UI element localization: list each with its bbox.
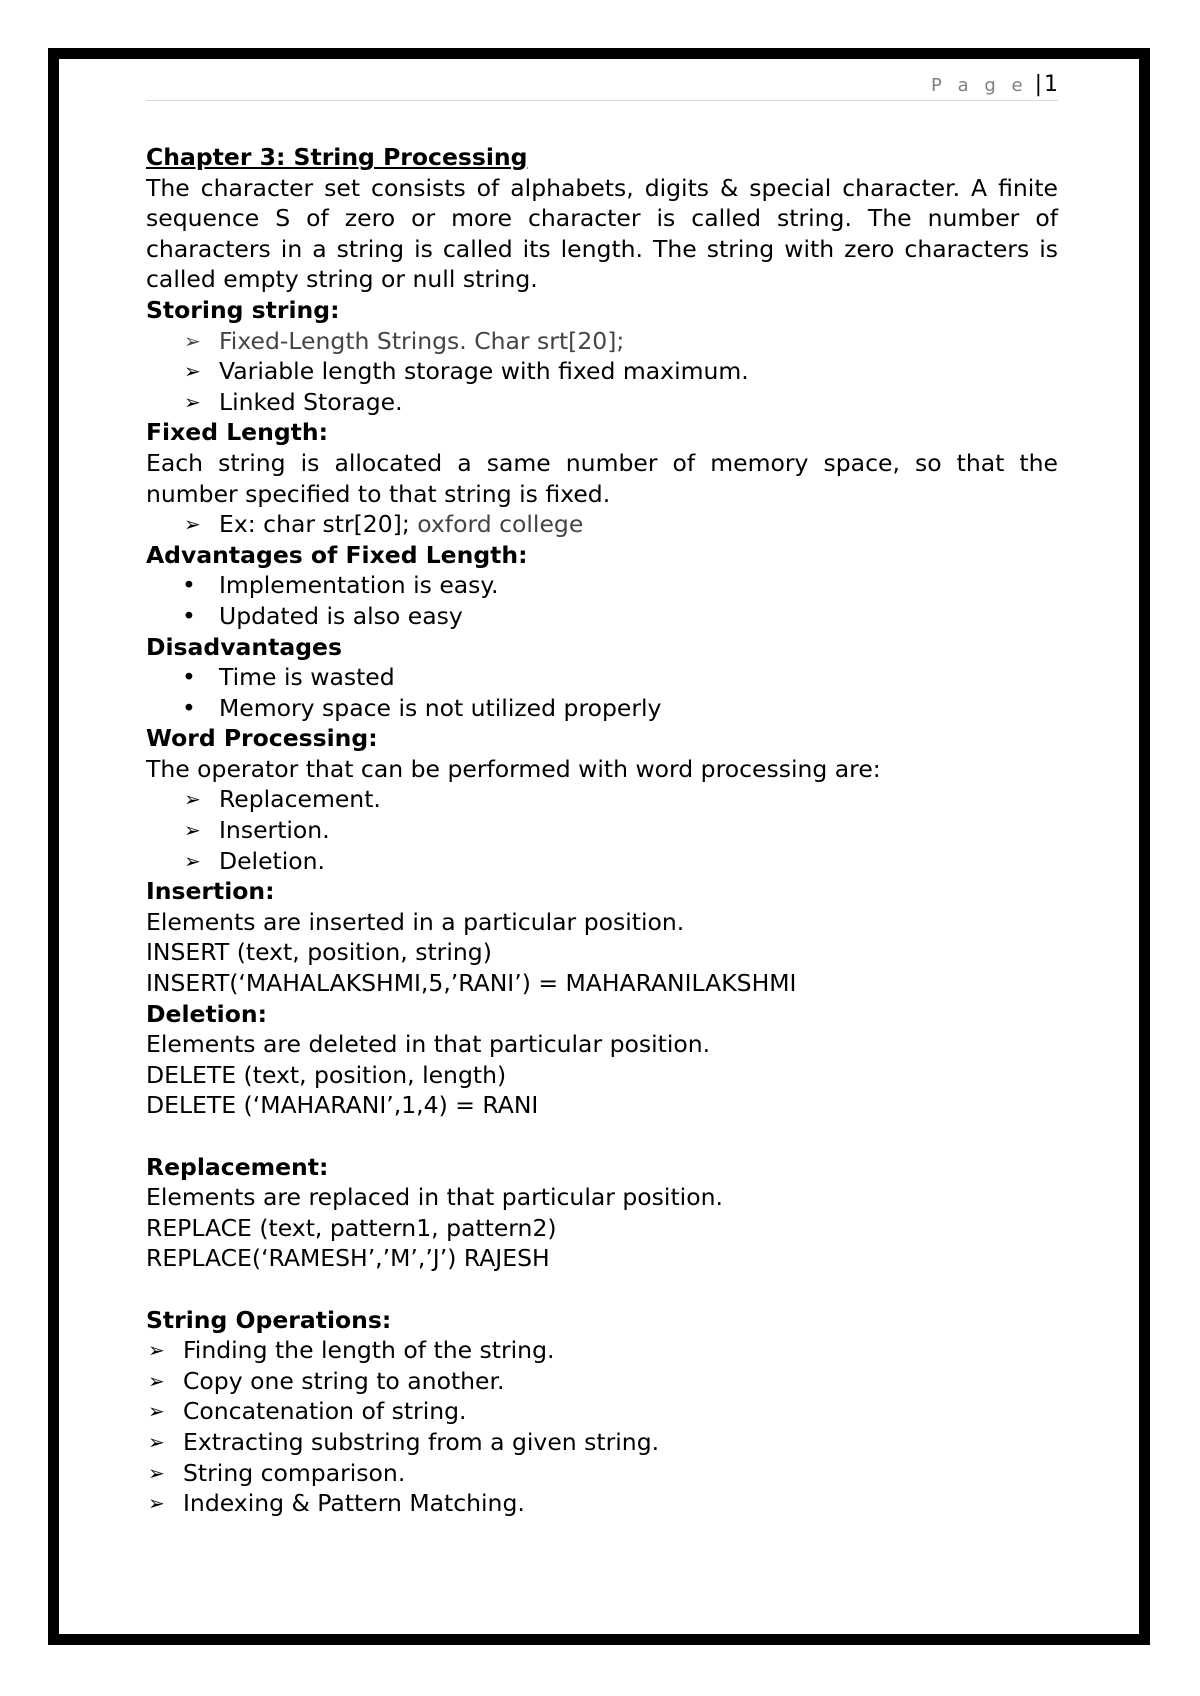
bullet-icon: • <box>182 693 196 722</box>
list-item: ➢ Copy one string to another. <box>148 1366 505 1395</box>
arrow-bullet-icon: ➢ <box>184 389 201 414</box>
replacement-heading: Replacement: <box>146 1152 329 1181</box>
word-processing-text: The operator that can be performed with word processing are: <box>146 754 881 783</box>
page-header <box>146 70 1058 101</box>
fixed-length-heading: Fixed Length: <box>146 418 329 447</box>
replacement-line: REPLACE(‘RAMESH’,’M’,’J’) RAJESH <box>146 1244 550 1273</box>
list-item: ➢ String comparison. <box>148 1458 406 1487</box>
arrow-bullet-icon: ➢ <box>184 787 201 812</box>
deletion-line: Elements are deleted in that particular position. <box>146 1030 711 1059</box>
spacer <box>146 1121 1058 1152</box>
insertion-line: INSERT (text, position, string) <box>146 938 492 967</box>
storing-list <box>146 326 1058 418</box>
document-body <box>146 142 1058 1519</box>
storing-heading: Storing string: <box>146 295 340 324</box>
list-item: ➢ Extracting substring from a given string. <box>148 1427 660 1456</box>
list-item: ➢ Finding the length of the string. <box>148 1336 555 1365</box>
list-item: ➢ Concatenation of string. <box>148 1397 467 1426</box>
list-item: • Implementation is easy. <box>182 571 499 600</box>
arrow-bullet-icon: ➢ <box>184 512 201 537</box>
insertion-heading: Insertion: <box>146 877 275 906</box>
disadvantages-list <box>146 662 1058 723</box>
page-separator: | <box>1034 72 1042 97</box>
advantages-heading: Advantages of Fixed Length: <box>146 540 528 569</box>
arrow-bullet-icon: ➢ <box>148 1491 165 1516</box>
arrow-bullet-icon: ➢ <box>148 1368 165 1393</box>
list-item: ➢ Fixed-Length Strings. Char srt[20]; <box>184 326 625 355</box>
replacement-line: Elements are replaced in that particular position. <box>146 1183 723 1212</box>
chapter-title: Chapter 3: String Processing <box>146 143 528 171</box>
list-item: ➢ Variable length storage with fixed maximum. <box>184 357 749 386</box>
word-processing-list <box>146 784 1058 876</box>
list-item: • Time is wasted <box>182 663 395 692</box>
insertion-line: INSERT(‘MAHALAKSHMI,5,’RANI’) = MAHARANILAKSHMI <box>146 969 797 998</box>
disadvantages-heading: Disadvantages <box>146 632 342 661</box>
bullet-icon: • <box>182 663 196 692</box>
list-item: ➢ Linked Storage. <box>184 387 403 416</box>
deletion-line: DELETE (text, position, length) <box>146 1060 507 1089</box>
string-operations-list <box>146 1335 1058 1519</box>
list-item: ➢ Indexing & Pattern Matching. <box>148 1489 525 1518</box>
arrow-bullet-icon: ➢ <box>184 359 201 384</box>
insertion-line: Elements are inserted in a particular position. <box>146 907 685 936</box>
arrow-bullet-icon: ➢ <box>148 1429 165 1454</box>
arrow-bullet-icon: ➢ <box>184 328 201 353</box>
replacement-line: REPLACE (text, pattern1, pattern2) <box>146 1213 557 1242</box>
fixed-length-text: Each string is allocated a same number of memory space, so that the number specified to that string is fixed. <box>146 448 1058 508</box>
string-operations-heading: String Operations: <box>146 1305 392 1334</box>
list-item: • Memory space is not utilized properly <box>182 693 662 722</box>
deletion-line: DELETE (‘MAHARANI’,1,4) = RANI <box>146 1091 539 1120</box>
arrow-bullet-icon: ➢ <box>148 1399 165 1424</box>
arrow-bullet-icon: ➢ <box>148 1338 165 1363</box>
list-item: • Updated is also easy <box>182 601 463 630</box>
bullet-icon: • <box>182 571 196 600</box>
list-item: ➢ Ex: char str[20]; oxford college <box>184 510 584 539</box>
list-item: ➢ Insertion. <box>184 816 330 845</box>
word-processing-heading: Word Processing: <box>146 724 378 753</box>
bullet-icon: • <box>182 601 196 630</box>
intro-paragraph: The character set consists of alphabets, digits & special character. A finite sequence S of zero or more character is called string. The number of characters in a string is called its length. The string with zero characters is called empty string or null string. <box>146 173 1058 294</box>
fixed-length-example <box>146 509 1058 540</box>
list-item: ➢ Deletion. <box>184 846 326 875</box>
spacer <box>146 1274 1058 1305</box>
arrow-bullet-icon: ➢ <box>184 848 201 873</box>
page-number: 1 <box>1044 72 1058 97</box>
page-label: P a g e <box>931 75 1028 96</box>
arrow-bullet-icon: ➢ <box>184 818 201 843</box>
list-item: ➢ Replacement. <box>184 785 381 814</box>
deletion-heading: Deletion: <box>146 999 267 1028</box>
arrow-bullet-icon: ➢ <box>148 1460 165 1485</box>
advantages-list <box>146 570 1058 631</box>
